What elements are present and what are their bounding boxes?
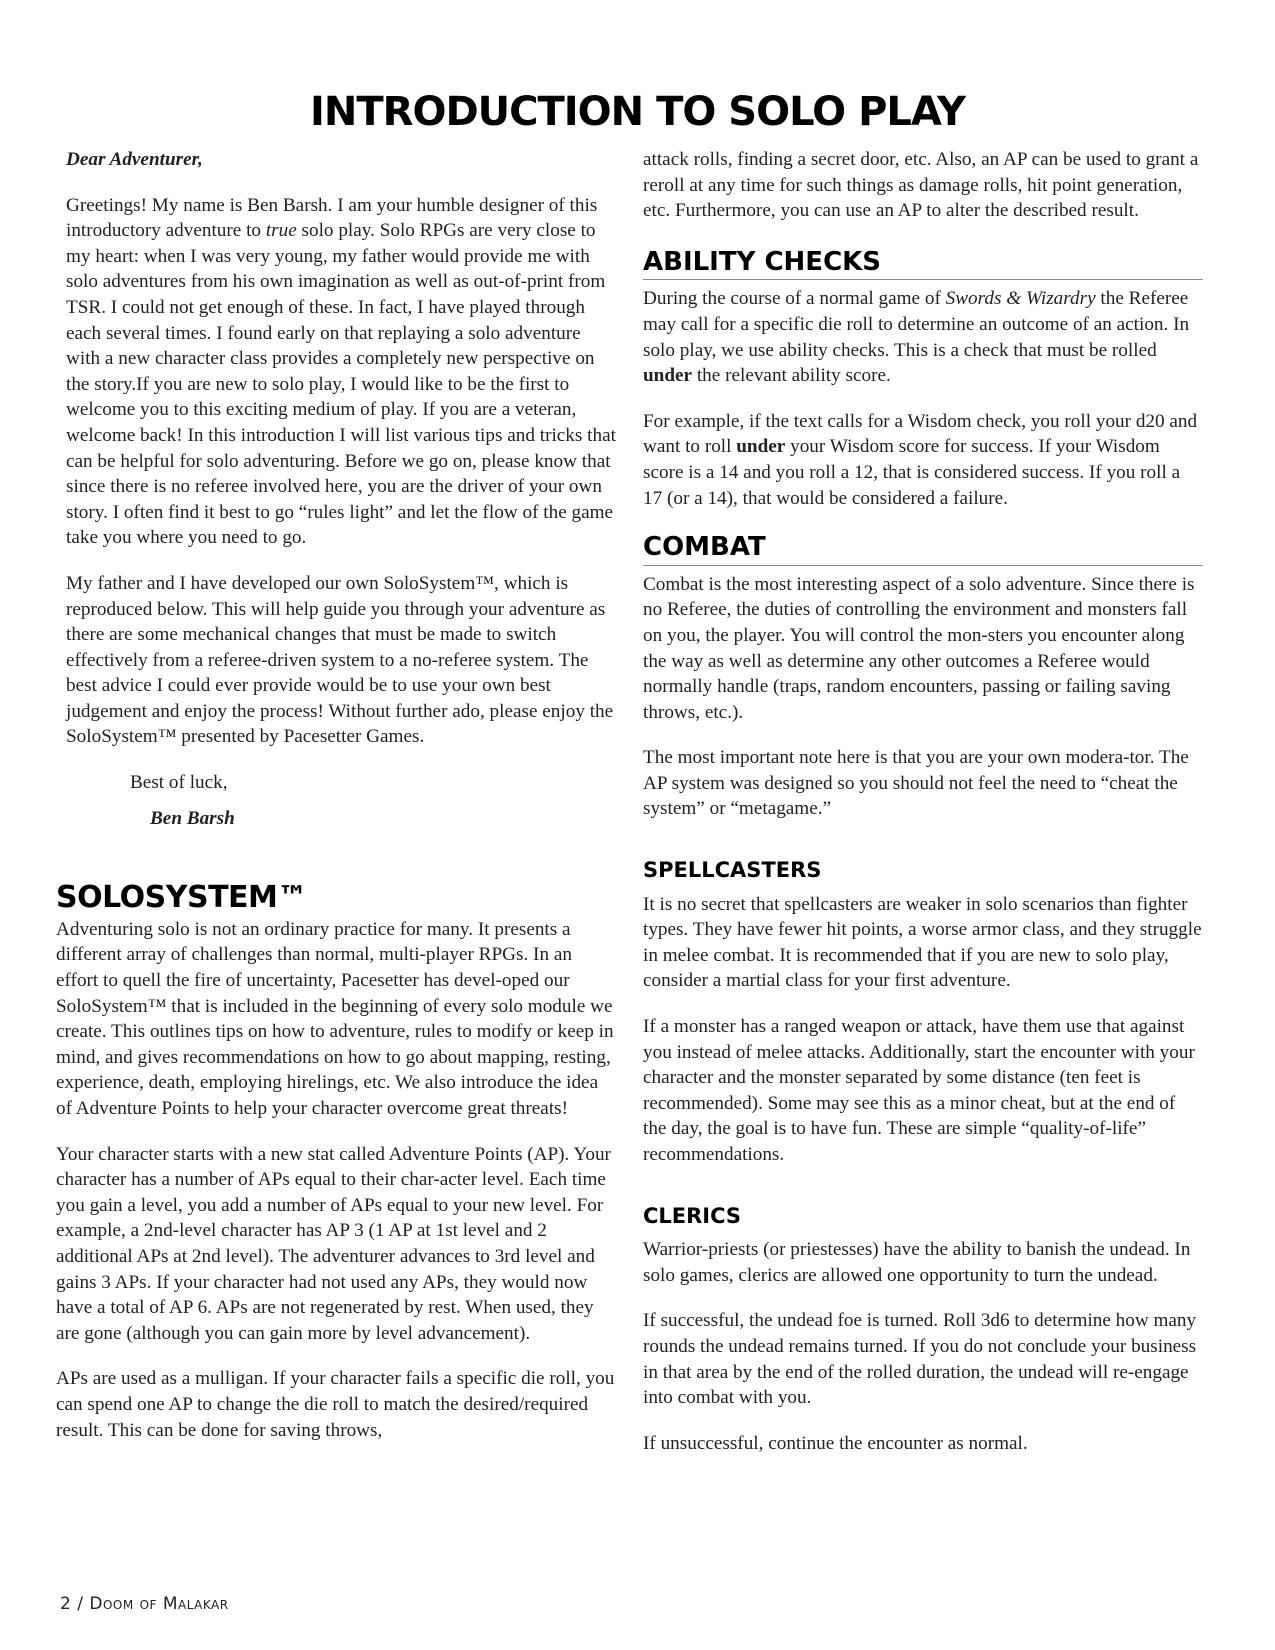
- ability-checks-heading: ABILITY CHECKS: [643, 250, 1203, 281]
- letter-salutation: Dear Adventurer,: [66, 149, 203, 170]
- page-footer: 2 / Doom of Malakar: [60, 1594, 229, 1614]
- ability-checks-paragraph-1: During the course of a normal game of Swords & Wizardry the Referee may call for a specific die roll to determine an outcome of an action. In solo play, we use ability checks. This is a check that must be rolled under the relevant ability score.: [643, 288, 1190, 387]
- combat-heading: COMBAT: [643, 535, 1203, 566]
- clerics-paragraph-1: Warrior-priests (or priestesses) have the ability to banish the undead. In solo games, clerics are allowed one opportunity to turn the undead.: [643, 1239, 1191, 1286]
- emphasis-game-title: Swords & Wizardry: [945, 288, 1096, 310]
- letter-signature: Ben Barsh: [150, 807, 235, 829]
- emphasis-under: under: [736, 436, 786, 458]
- right-column: [643, 147, 1203, 1476]
- left-column: [56, 147, 616, 1463]
- clerics-heading: CLERICS: [643, 1203, 742, 1228]
- clerics-paragraph-3: If unsuccessful, continue the encounter as normal.: [643, 1432, 1028, 1454]
- combat-paragraph-1: Combat is the most interesting aspect of a solo adventure. Since there is no Referee, the duties of controlling the environment and monsters fall on you, the player. You will control the mon-sters you encounter along the way as well as determine any other outcomes a Referee would normally handle (traps, random encounters, passing or failing saving throws, etc.).: [643, 573, 1195, 723]
- spellcasters-paragraph-2: If a monster has a ranged weapon or attack, have them use that against you instead of melee attacks. Additionally, start the encounter with your character and the monster separated by some distance (ten feet is recommended). Some may see this as a minor cheat, but at the end of the day, the goal is to have fun. These are simple “quality-of-life” recommendations.: [643, 1016, 1195, 1165]
- emphasis-under: under: [643, 365, 693, 387]
- solosystem-paragraph-1: Adventuring solo is not an ordinary practice for many. It presents a different array of challenges than normal, multi-player RPGs. In an effort to quell the fire of uncertainty, Pacesetter has devel-oped our SoloSystem™ that is included in the beginning of every solo module we create. This outlines tips on how to adventure, rules to modify or keep in mind, and gives recommendations on how to go about mapping, resting, experience, death, employing hirelings, etc. We also introduce the idea of Adventure Points to help your character overcome great threats!: [56, 918, 614, 1119]
- ability-checks-paragraph-2: For example, if the text calls for a Wisdom check, you roll your d20 and want to roll under your Wisdom score for success. If your Wisdom score is a 14 and you roll a 12, that is considered success. If you roll a 17 (or a 14), that would be considered a failure.: [643, 410, 1198, 509]
- spellcasters-heading: SPELLCASTERS: [643, 858, 822, 883]
- solosystem-paragraph-3-continued: attack rolls, finding a secret door, etc. Also, an AP can be used to grant a reroll at any time for such things as damage rolls, hit point generation, etc. Furthermore, you can use an AP to alter the described result.: [643, 149, 1199, 222]
- letter-closing: Best of luck,: [130, 772, 228, 794]
- letter-paragraph-2: My father and I have developed our own SoloSystem™, which is reproduced below. This will help guide you through your adventure as there are some mechanical changes that must be made to switch effectively from a referee-driven system to a no-referee system. The best advice I could ever provide would be to use your own best judgement and enjoy the process! Without further ado, please enjoy the SoloSystem™ presented by Pacesetter Games.: [66, 572, 614, 748]
- clerics-paragraph-2: If successful, the undead foe is turned. Roll 3d6 to determine how many rounds the undead remains turned. If you do not conclude your business in that area by the end of the rolled duration, the undead will re-engage into combat with you.: [643, 1310, 1197, 1409]
- combat-paragraph-2: The most important note here is that you are your own modera-tor. The AP system was designed so you should not feel the need to “cheat the system” or “metagame.”: [643, 747, 1189, 820]
- solosystem-paragraph-3: APs are used as a mulligan. If your character fails a specific die roll, you can spend one AP to change the die roll to match the desired/required result. This can be done for saving throws,: [56, 1368, 615, 1441]
- spellcasters-paragraph-1: It is no secret that spellcasters are weaker in solo scenarios than fighter types. They have fewer hit points, a worse armor class, and they struggle in melee combat. It is recommended that if you are new to solo play, consider a martial class for your first adventure.: [643, 893, 1202, 992]
- emphasis-true: true: [265, 220, 297, 242]
- solosystem-paragraph-2: Your character starts with a new stat called Adventure Points (AP). Your character has a number of APs equal to their char-acter level. Each time you gain a level, you add a number of APs equal to your new level. For example, a 2nd-level character has AP 3 (1 AP at 1st level and 2 additional APs at 2nd level). The adventurer advances to 3rd level and gains 3 APs. If your character had not used any APs, they would now have a total of AP 6. APs are not regenerated by rest. When used, they are gone (although you can gain more by level advancement).: [56, 1143, 611, 1344]
- intro-letter: [56, 147, 616, 831]
- solosystem-heading: SOLOSYSTEM™: [56, 880, 307, 916]
- letter-paragraph-1: Greetings! My name is Ben Barsh. I am your humble designer of this introductory adventure to true solo play. Solo RPGs are very close to my heart: when I was very young, my father would provide me with solo adventures from his own imagination as well as out-of-print from TSR. I could not get enough of these. In fact, I have played through each several times. I found early on that replaying a solo adventure with a new character class provides a completely new perspective on the story.If you are new to solo play, I would like to be the first to welcome you to this exciting medium of play. If you are a veteran, welcome back! In this introduction I will list various tips and tricks that can be helpful for solo adventuring. Before we go on, please know that since there is no referee involved here, you are the driver of your own story. I often find it best to go “rules light” and let the flow of the game take you where you need to go.: [66, 194, 616, 549]
- page-title: INTRODUCTION TO SOLO PLAY: [310, 88, 965, 135]
